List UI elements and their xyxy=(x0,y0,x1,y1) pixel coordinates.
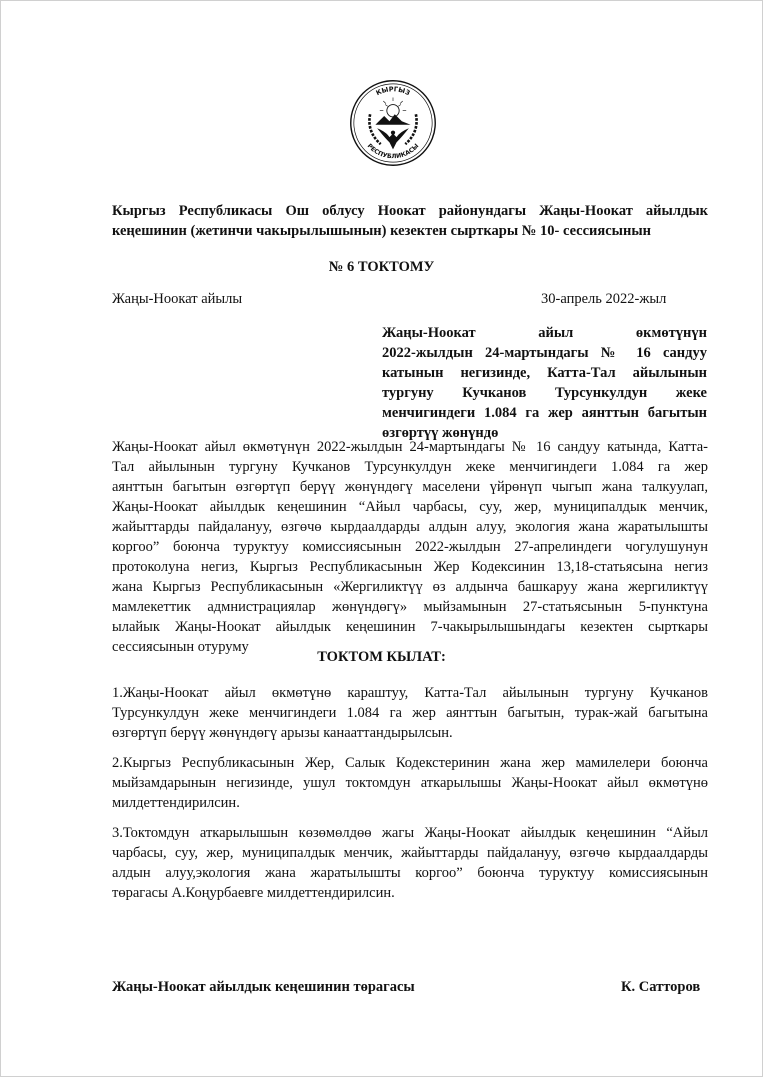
kyrgyz-state-emblem-icon xyxy=(349,79,437,167)
resolution-line: алдын алуу,экология жана жаратылышты коргоо” боюнча туруктуу комиссиясынын xyxy=(112,865,708,881)
resolution-line: төрагасы А.Коңурбаевге милдеттендирилсин. xyxy=(112,885,395,901)
resolves-heading: ТОКТОМ КЫЛАТ: xyxy=(317,649,446,665)
resolution-line: 1.Жаңы-Ноокат айыл өкмөтүнө караштуу, Катта-Тал айылынын тургуну Кучканов xyxy=(112,685,708,701)
preamble-line: жайыттарды пайдалануу, өзгөчө кырдаалдарды алдын алуу, экология жана жаратылышты xyxy=(112,519,708,535)
subject-block xyxy=(382,323,707,443)
preamble-line: аянттын багытын өзгөртүп берүү жөнүндөгү маселени үйрөнүп чыгып жана талкуулап, xyxy=(112,479,708,495)
resolution-line: өзгөртүп берүү жөнүндөгү арызы канааттандырылсын. xyxy=(112,725,453,741)
resolution-line: милдеттендирилсин. xyxy=(112,795,240,811)
subject-line: менчигиндеги 1.084 га жер аянттын багытын xyxy=(382,405,707,421)
preamble-line: Жаңы-Ноокат айылдык кеңешинин “Айыл чарбасы, суу, жер, муниципалдык менчик, xyxy=(112,499,708,515)
date: 30-апрель 2022-жыл xyxy=(541,291,667,307)
resolution-item-2 xyxy=(112,753,708,813)
preamble-line: Тал айылынын тургуну Кучканов Турсункулдун жеке менчигиндеги 1.084 га жер xyxy=(112,459,708,475)
signature-position: Жаңы-Ноокат айылдык кеңешинин төрагасы xyxy=(112,979,415,995)
resolution-line: 2.Кыргыз Республикасынын Жер, Салык Кодекстеринин жана жер мамилелери боюнча xyxy=(112,755,708,771)
preamble-line: жана Кыргыз Республикасынын «Жергиликтүү өз алдынча башкаруу жана жергиликтүү xyxy=(112,579,708,595)
council-header-line: Кыргыз Республикасы Ош облусу Ноокат районундагы Жаңы-Ноокат айылдык xyxy=(112,203,708,219)
resolution-item-3 xyxy=(112,823,708,903)
resolution-line: чарбасы, суу, жер, муниципалдык менчик, жайыттарды пайдалануу, өзгөчө кырдаалдарды xyxy=(112,845,708,861)
subject-line: катынын негизинде, Катта-Тал айылынын xyxy=(382,365,707,381)
subject-line: тургуну Кучканов Турсункулдун жеке xyxy=(382,385,707,401)
signature-name: К. Сатторов xyxy=(621,979,701,995)
resolution-line: мыйзамдарынын негизинде, ушул токтомдун аткарылышы Жаңы-Ноокат айыл өкмөтүнө xyxy=(112,775,708,791)
subject-line: өзгөртүү жөнүндө xyxy=(382,425,499,441)
preamble-line: мамлекеттик адмнистрациялар жөнүндөгү» мыйзамынын 27-статьясынын 5-пунктуна xyxy=(112,599,708,615)
preamble-line: протоколуна негиз, Кыргыз Республикасынын Жер Кодексинин 13,18-статьясына негиз xyxy=(112,559,708,575)
subject-line: 2022-жылдын 24-мартындагы № 16 сандуу xyxy=(382,345,707,361)
preamble-line: Жаңы-Ноокат айыл өкмөтүнүн 2022-жылдын 24-мартындагы № 16 сандуу катында, Катта- xyxy=(112,439,708,455)
document-title: № 6 ТОКТОМУ xyxy=(328,259,435,275)
resolution-item-1 xyxy=(112,683,708,743)
council-header-line: кеңешинин (жетинчи чакырылышынын) кезектен сырткары № 10- сессиясынын xyxy=(112,223,652,239)
svg-text:РЕСПУБЛИКАСЫ: РЕСПУБЛИКАСЫ xyxy=(365,142,421,161)
council-header xyxy=(112,201,708,241)
preamble-line: сессиясынын отуруму xyxy=(112,639,249,655)
preamble xyxy=(112,437,708,657)
subject-line: Жаңы-Ноокат айыл өкмөтүнүн xyxy=(382,325,707,341)
svg-text:КЫРГЫЗ: КЫРГЫЗ xyxy=(374,85,412,98)
preamble-line: коргоо” боюнча туруктуу комиссиясынын 2022-жылдын 27-апрелиндеги чогулушунун xyxy=(112,539,708,555)
preamble-line: ылайык Жаңы-Ноокат айылдык кеңешинин 7-чакырылышындагы кезектен сырткары xyxy=(112,619,708,635)
resolution-line: Турсункулдун жеке менчигиндеги 1.084 га жер аянттын багытын, турак-жай багытына xyxy=(112,705,708,721)
place: Жаңы-Ноокат айылы xyxy=(112,291,243,307)
resolution-line: 3.Токтомдун аткарылышын көзөмөлдөө жагы Жаңы-Ноокат айылдык кеңешинин “Айыл xyxy=(112,825,708,841)
